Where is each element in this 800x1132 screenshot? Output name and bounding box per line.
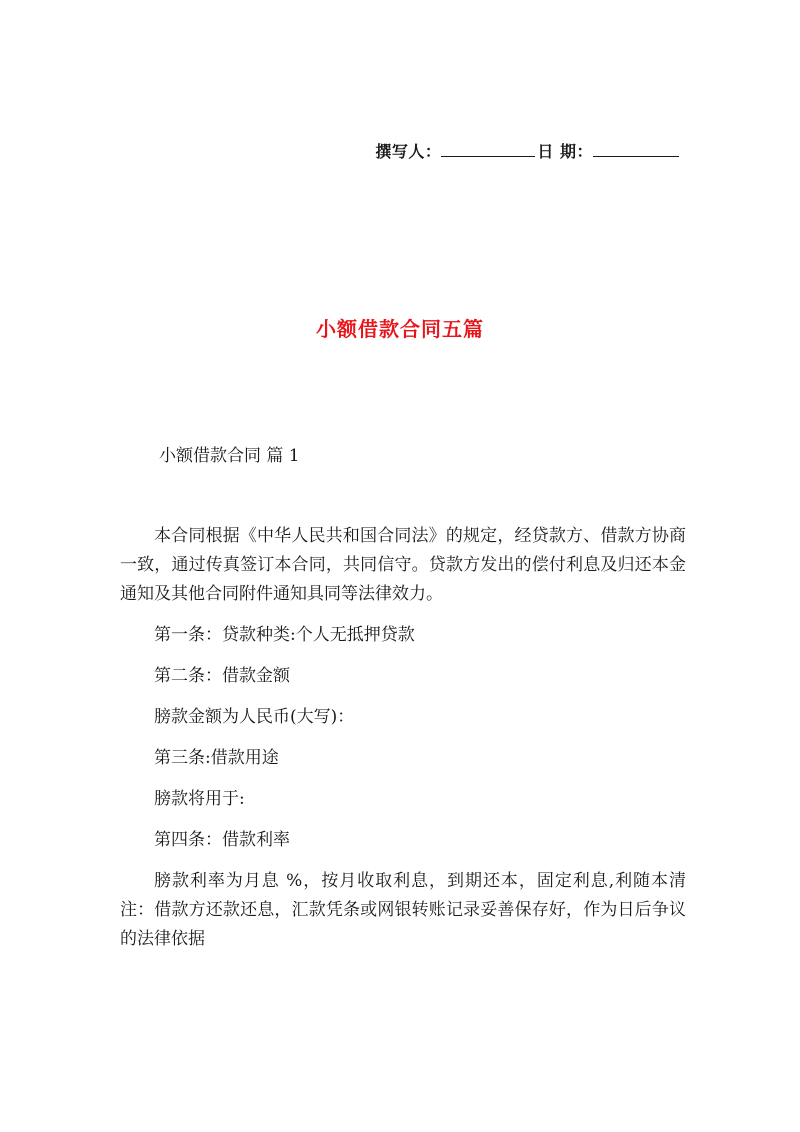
date-blank: [593, 142, 679, 157]
paragraph-article-1: 第一条：贷款种类:个人无抵押贷款: [154, 625, 415, 645]
author-blank: [441, 142, 535, 157]
author-label: 撰写人：: [375, 142, 442, 161]
document-title: 小额借款合同五篇: [316, 317, 484, 341]
paragraph-intro: 本合同根据《中华人民共和国合同法》的规定，经贷款方、借款方协商一致，通过传真签订本合同，共同信守。贷款方发出的偿付利息及归还本金通知及其他合同附件通知具同等法律效力。: [120, 526, 686, 604]
paragraph-article-3: 第三条:借款用途: [154, 748, 279, 768]
paragraph-article-2: 第二条：借款金额: [154, 666, 290, 686]
header-author-date: [375, 139, 679, 162]
section-heading: 小额借款合同 篇 1: [159, 446, 300, 466]
paragraph-loan-purpose: 膀款将用于:: [154, 789, 245, 809]
paragraph-interest-rate: 膀款利率为月息 %，按月收取利息，到期还本，固定利息,利随本清 注：借款方还款还息，汇款凭条或网银转账记录妥善保存好，作为日后争议的法律依据: [120, 871, 686, 949]
paragraph-article-4: 第四条：借款利率: [154, 830, 290, 850]
document-body: [120, 522, 686, 966]
date-label: 日 期：: [537, 142, 593, 161]
paragraph-loan-amount: 膀款金额为人民币(大写)：: [154, 707, 355, 727]
